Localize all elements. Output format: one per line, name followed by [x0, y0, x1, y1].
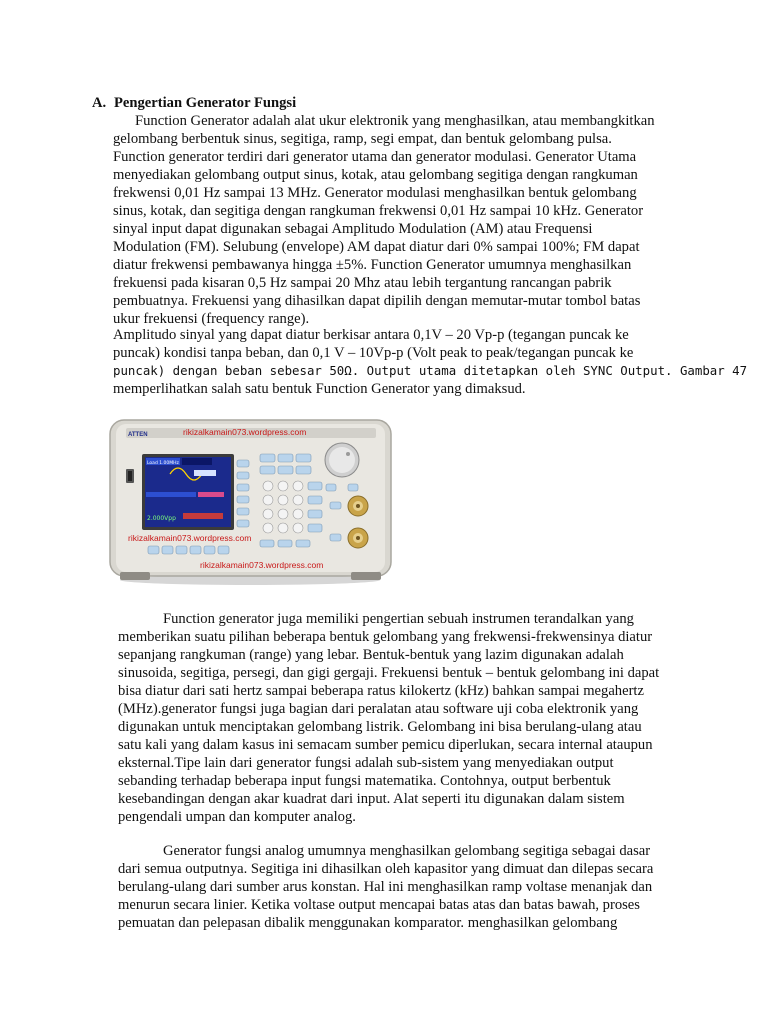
text-line: kesebandingan dengan akar kuadrat dari input. Alat seperti itu digunakan dalam sistem — [118, 791, 625, 807]
screen-text: Load 1.00MHz — [147, 461, 179, 466]
text-line: gelombang berbentuk sinus, segitiga, ramp, segi empat, dan bentuk gelombang pulsa. — [113, 131, 612, 147]
text-line: Function Generator adalah alat ukur elektronik yang menghasilkan, atau membangkitkan — [135, 113, 655, 129]
text-line: sinus, kotak, dan segitiga dengan rangkuman frekwensi 0,01 Hz sampai 10 kHz. Generator — [113, 203, 644, 219]
text-line: dari semua outputnya. Segitiga ini dihasilkan oleh kapasitor yang dimuat dan dilepas secara — [118, 861, 654, 877]
text-line: sebanding terhadap beberapa input fungsi matematika. Contohnya, output berbentuk — [118, 773, 611, 789]
text-line: (MHz).generator fungsi juga bagian dari peralatan atau software uji coba elektronik yang — [118, 701, 639, 717]
screen-text: 2.000Vpp — [147, 515, 176, 522]
text-line: Function generator juga memiliki pengertian sebuah instrumen terandalkan yang — [163, 611, 634, 627]
section-title: Pengertian Generator Fungsi — [114, 95, 297, 111]
function-generator-image — [108, 414, 393, 586]
text-line: pemuatan dan pelepasan dibalik menggunakan komparator. menghasilkan gelombang — [118, 915, 618, 931]
brand-label: ATTEN — [128, 432, 148, 438]
text-line: Modulation (FM). Selubung (envelope) AM dapat diatur dari 0% sampai 100%; FM dapat — [113, 239, 640, 255]
text-line: menurun secara linier. Ketika voltase output mencapai batas atas dan batas bawah, proses — [118, 897, 640, 913]
text-line: sinusoida, segitiga, persegi, dan gigi gergaji. Frekuensi bentuk – bentuk gelombang ini dapat — [118, 665, 660, 681]
section-number: A. — [92, 95, 107, 111]
text-line: pembuatnya. Frekuensi yang dihasilkan dapat dipilih dengan memutar-mutar tombol batas — [113, 293, 641, 309]
text-line: eksternal.Tipe lain dari generator fungsi adalah sub-sistem yang menyediakan output — [118, 755, 614, 771]
text-line: puncak) kondisi tanpa beban, dan 0,1 V – 10Vp-p (Volt peak to peak/tegangan puncak ke — [113, 345, 634, 361]
text-line: frekwensi 0,01 Hz sampai 13 MHz. Generator modulasi menghasilkan bentuk gelombang — [113, 185, 637, 201]
text-line: bisa diatur dari sati hertz sampai beberapa ratus kilokertz (kHz) bahkan sampai megahertz — [118, 683, 644, 699]
text-line: digunakan untuk menciptakan gelombang listrik. Gelombang ini bisa berulang-ulang atau — [118, 719, 642, 735]
text-line: Generator fungsi analog umumnya menghasilkan gelombang segitiga sebagai dasar — [163, 843, 651, 859]
text-line: Function generator terdiri dari generator utama dan generator modulasi. Generator Utama — [113, 149, 637, 165]
text-line: berulang-ulang dari sumber arus konstan. Hal ini menghasilkan ramp voltase menanjak dan — [118, 879, 653, 895]
watermark-text: rikizalkamain073.wordpress.com — [200, 560, 324, 570]
text-line: satu kali yang dalam kasus ini semacam sumber pemicu diperlukan, secara internal ataupun — [118, 737, 653, 753]
text-line: frekuensi pada kisaran 0,5 Hz sampai 20 Mhz atau lebih tergantung rancangan pabrik — [113, 275, 612, 291]
text-line: memperlihatkan salah satu bentuk Function Generator yang dimaksud. — [113, 381, 526, 397]
watermark-text: rikizalkamain073.wordpress.com — [128, 533, 252, 543]
text-line: sepanjang rangkuman (range) yang lebar. Bentuk-bentuk yang lazim digunakan adalah — [118, 647, 624, 663]
watermark-text: rikizalkamain073.wordpress.com — [183, 427, 307, 437]
text-line: ukur frekuensi (frequency range). — [113, 311, 310, 327]
text-line: menyediakan gelombang output sinus, kotak, atau gelombang segitiga dengan rangkuman — [113, 167, 638, 183]
text-line: pengendali umpan dan komputer analog. — [118, 809, 356, 825]
text-line: Amplitudo sinyal yang dapat diatur berkisar antara 0,1V – 20 Vp-p (tegangan puncak ke — [113, 327, 629, 343]
text-line-mono: puncak) dengan beban sebesar 50Ω. Output utama ditetapkan oleh SYNC Output. Gambar 47 — [113, 363, 748, 378]
section-heading — [92, 94, 296, 112]
text-line: sinyal input dapat digunakan sebagai Amplitudo Modulation (AM) atau Frequensi — [113, 221, 593, 237]
text-line: diatur frekwensi pembawanya hingga ±5%. Function Generator umumnya menghasilkan — [113, 257, 632, 273]
text-line: memberikan suatu pilihan beberapa bentuk gelombang yang frekwensi-frekwensinya diatur — [118, 629, 653, 645]
